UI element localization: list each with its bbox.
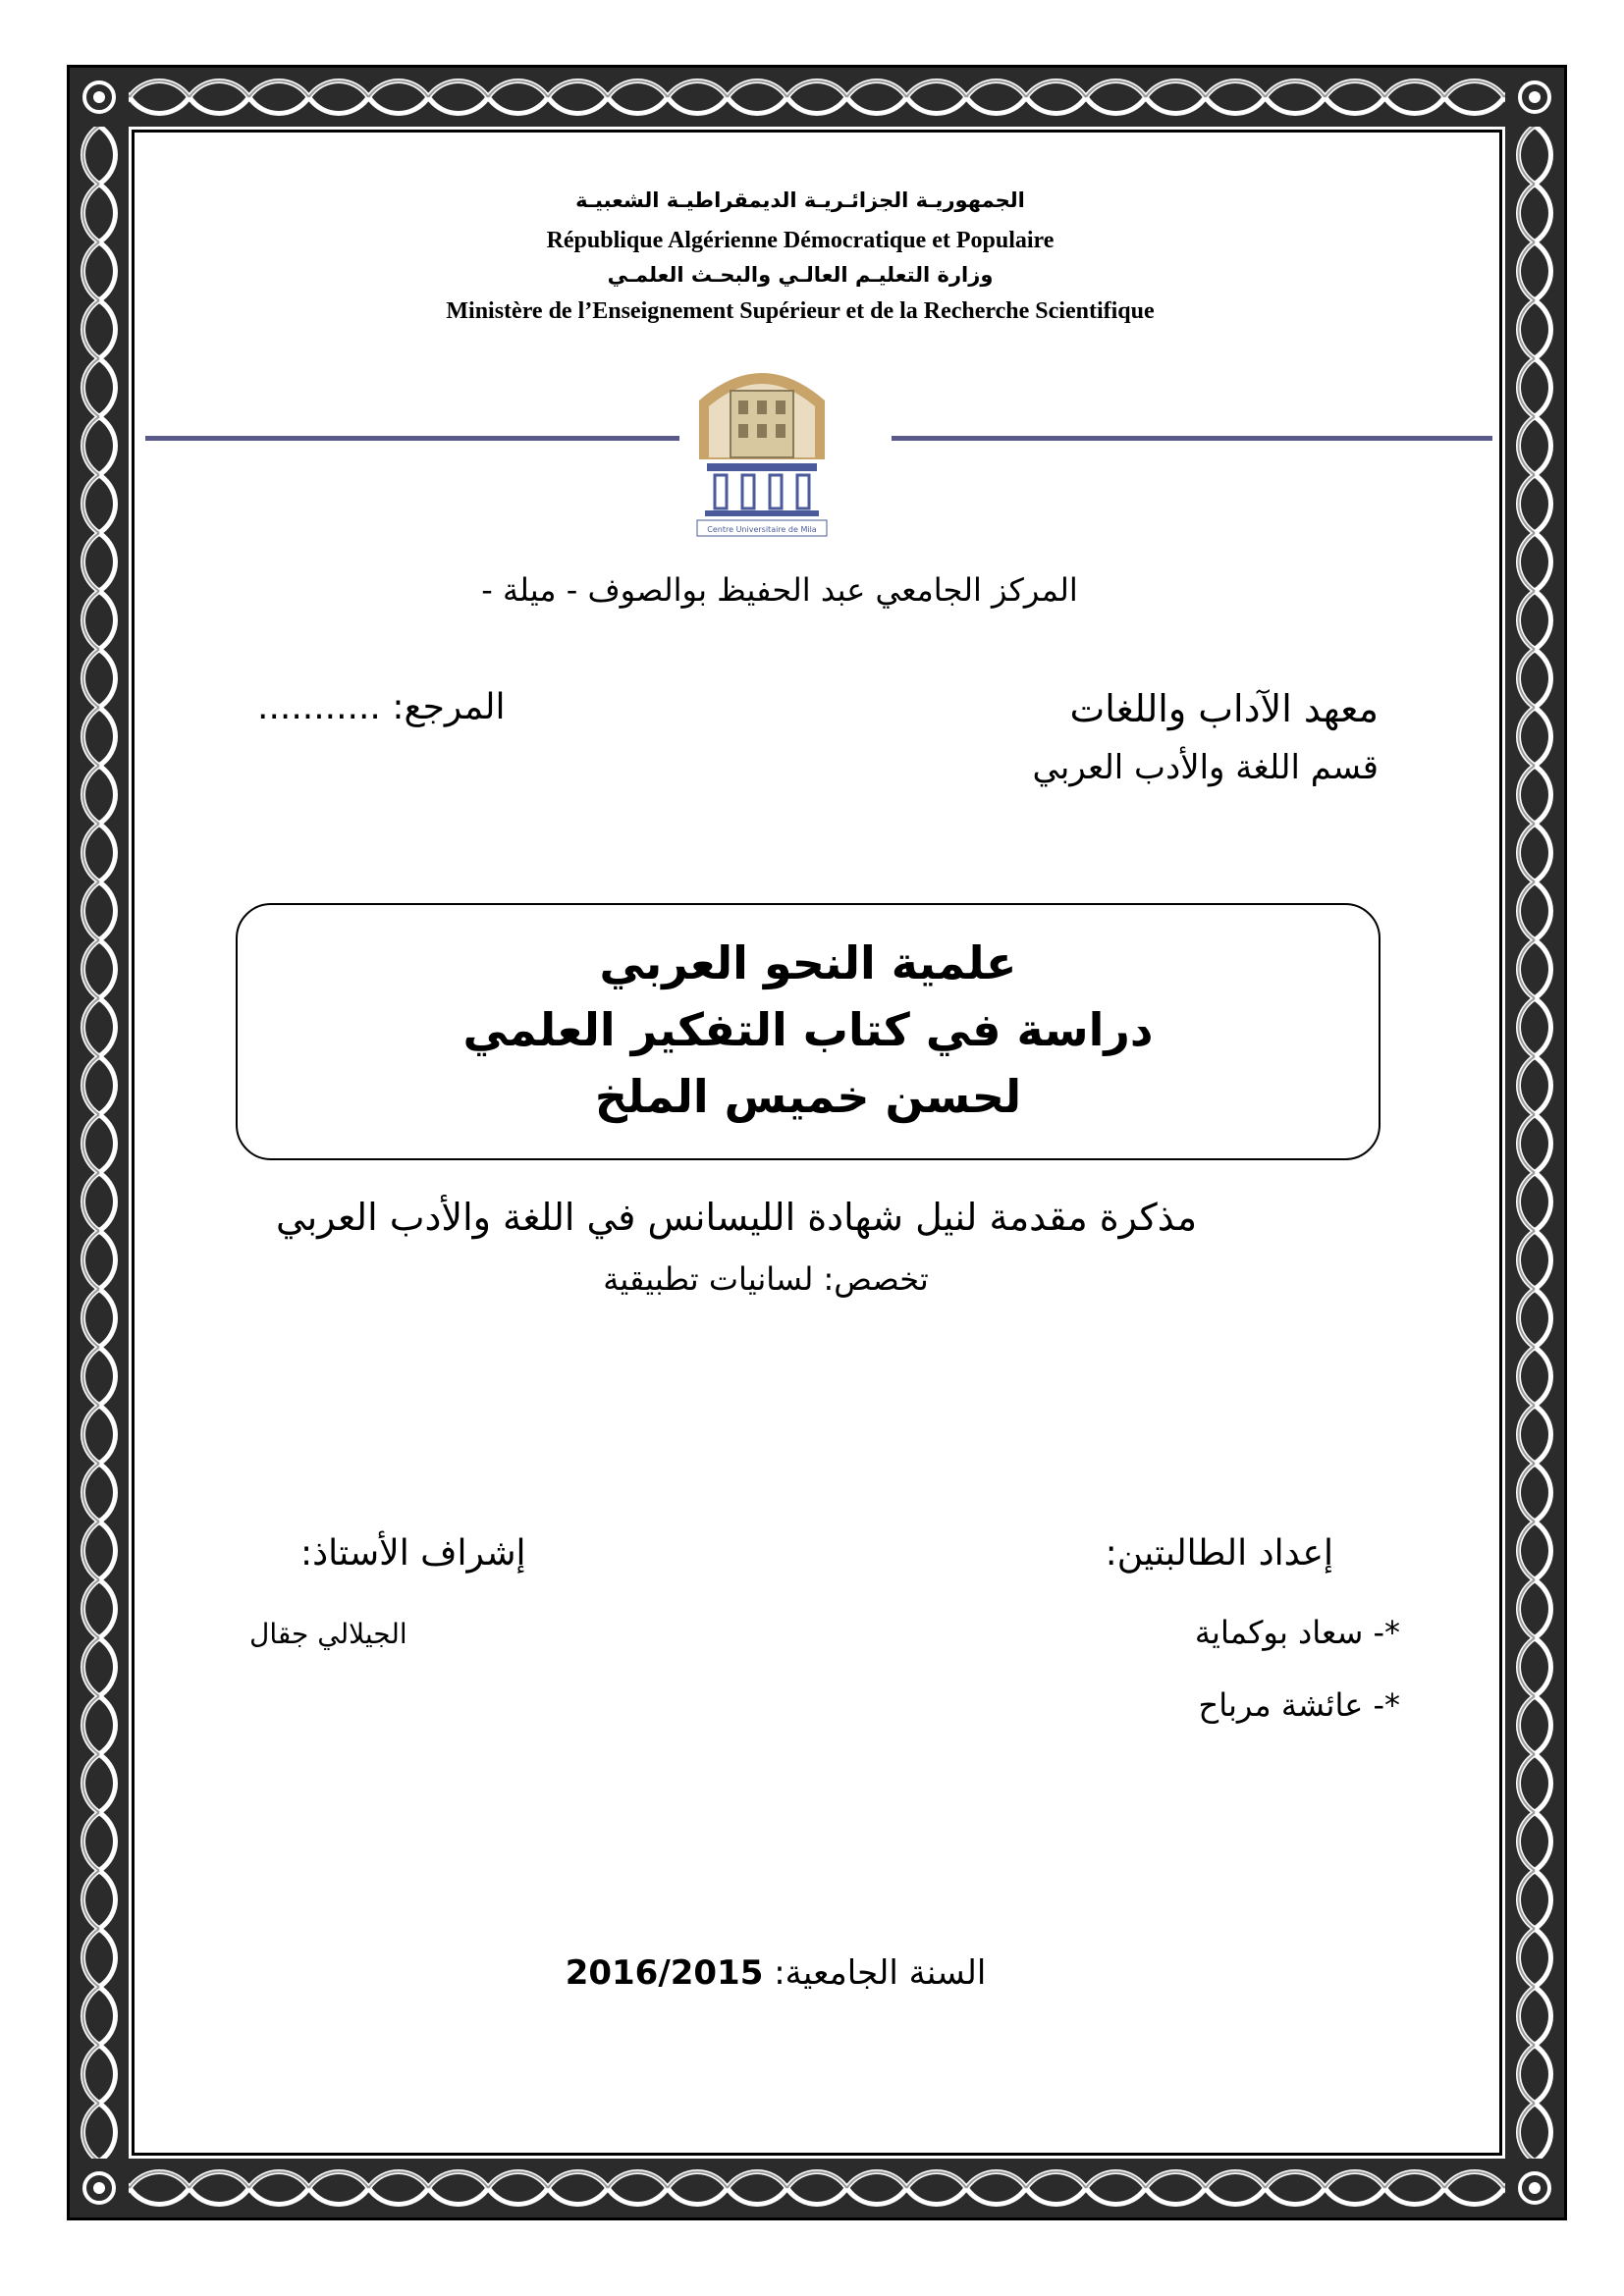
corner-ornament-icon: [1505, 2159, 1564, 2217]
border-band-top: [70, 68, 1564, 127]
corner-ornament-icon: [70, 2159, 129, 2217]
chain-pattern-right: [1505, 68, 1564, 2217]
student-name: *- سعاد بوكماية: [1194, 1614, 1400, 1651]
university-logo-icon: [687, 351, 837, 538]
corner-ornament-icon: [70, 68, 129, 127]
logo-caption: Centre Universitaire de Mila: [707, 525, 817, 534]
thesis-title-line-1: علمية النحو العربي: [599, 936, 1017, 989]
ministry-arabic: وزارة التعليـم العالـي والبحـث العلمـي: [607, 263, 994, 287]
border-band-right: [1505, 68, 1564, 2217]
republic-french: République Algérienne Démocratique et Populaire: [546, 228, 1055, 253]
reference-field: المرجع: ...........: [257, 687, 506, 727]
republic-arabic: الجمهوريـة الجزائـريـة الديمقراطيـة الشعبيـة: [575, 188, 1025, 212]
supervisor-label: إشراف الأستاذ:: [300, 1533, 526, 1574]
thesis-title-line-3: لحسن خميس الملخ: [594, 1070, 1022, 1123]
student-name: *- عائشة مرباح: [1198, 1686, 1400, 1724]
students-label: إعداد الطالبتين:: [1105, 1533, 1333, 1574]
degree-statement: مذكرة مقدمة لنيل شهادة الليسانس في اللغة والأدب العربي: [275, 1196, 1198, 1239]
chain-pattern-bottom: [70, 2159, 1564, 2217]
institute-name: معهد الآداب واللغات: [1069, 687, 1379, 730]
supervisor-name: الجيلالي جقال: [249, 1618, 407, 1650]
thesis-title-line-2: دراسة في كتاب التفكير العلمي: [462, 1003, 1154, 1056]
chain-pattern-top: [70, 68, 1564, 127]
academic-year: [550, 1953, 1001, 1993]
corner-ornament-icon: [1505, 68, 1564, 127]
academic-year-value: 2016/2015: [565, 1953, 764, 1993]
header-rule-left: [145, 436, 679, 441]
academic-year-label: السنة الجامعية:: [774, 1953, 987, 1993]
border-band-bottom: [70, 2159, 1564, 2217]
border-band-left: [70, 68, 129, 2217]
specialty: تخصص: لسانيات تطبيقية: [603, 1260, 929, 1298]
department-name: قسم اللغة والأدب العربي: [1032, 748, 1379, 787]
header-rule-right: [892, 436, 1492, 441]
thesis-title-box: [236, 903, 1380, 1160]
university-name: المركز الجامعي عبد الحفيظ بوالصوف - ميلة -: [481, 571, 1078, 609]
chain-pattern-left: [70, 68, 129, 2217]
university-logo: [687, 351, 837, 538]
ministry-french: Ministère de l’Enseignement Supérieur et de la Recherche Scientifique: [446, 298, 1155, 324]
